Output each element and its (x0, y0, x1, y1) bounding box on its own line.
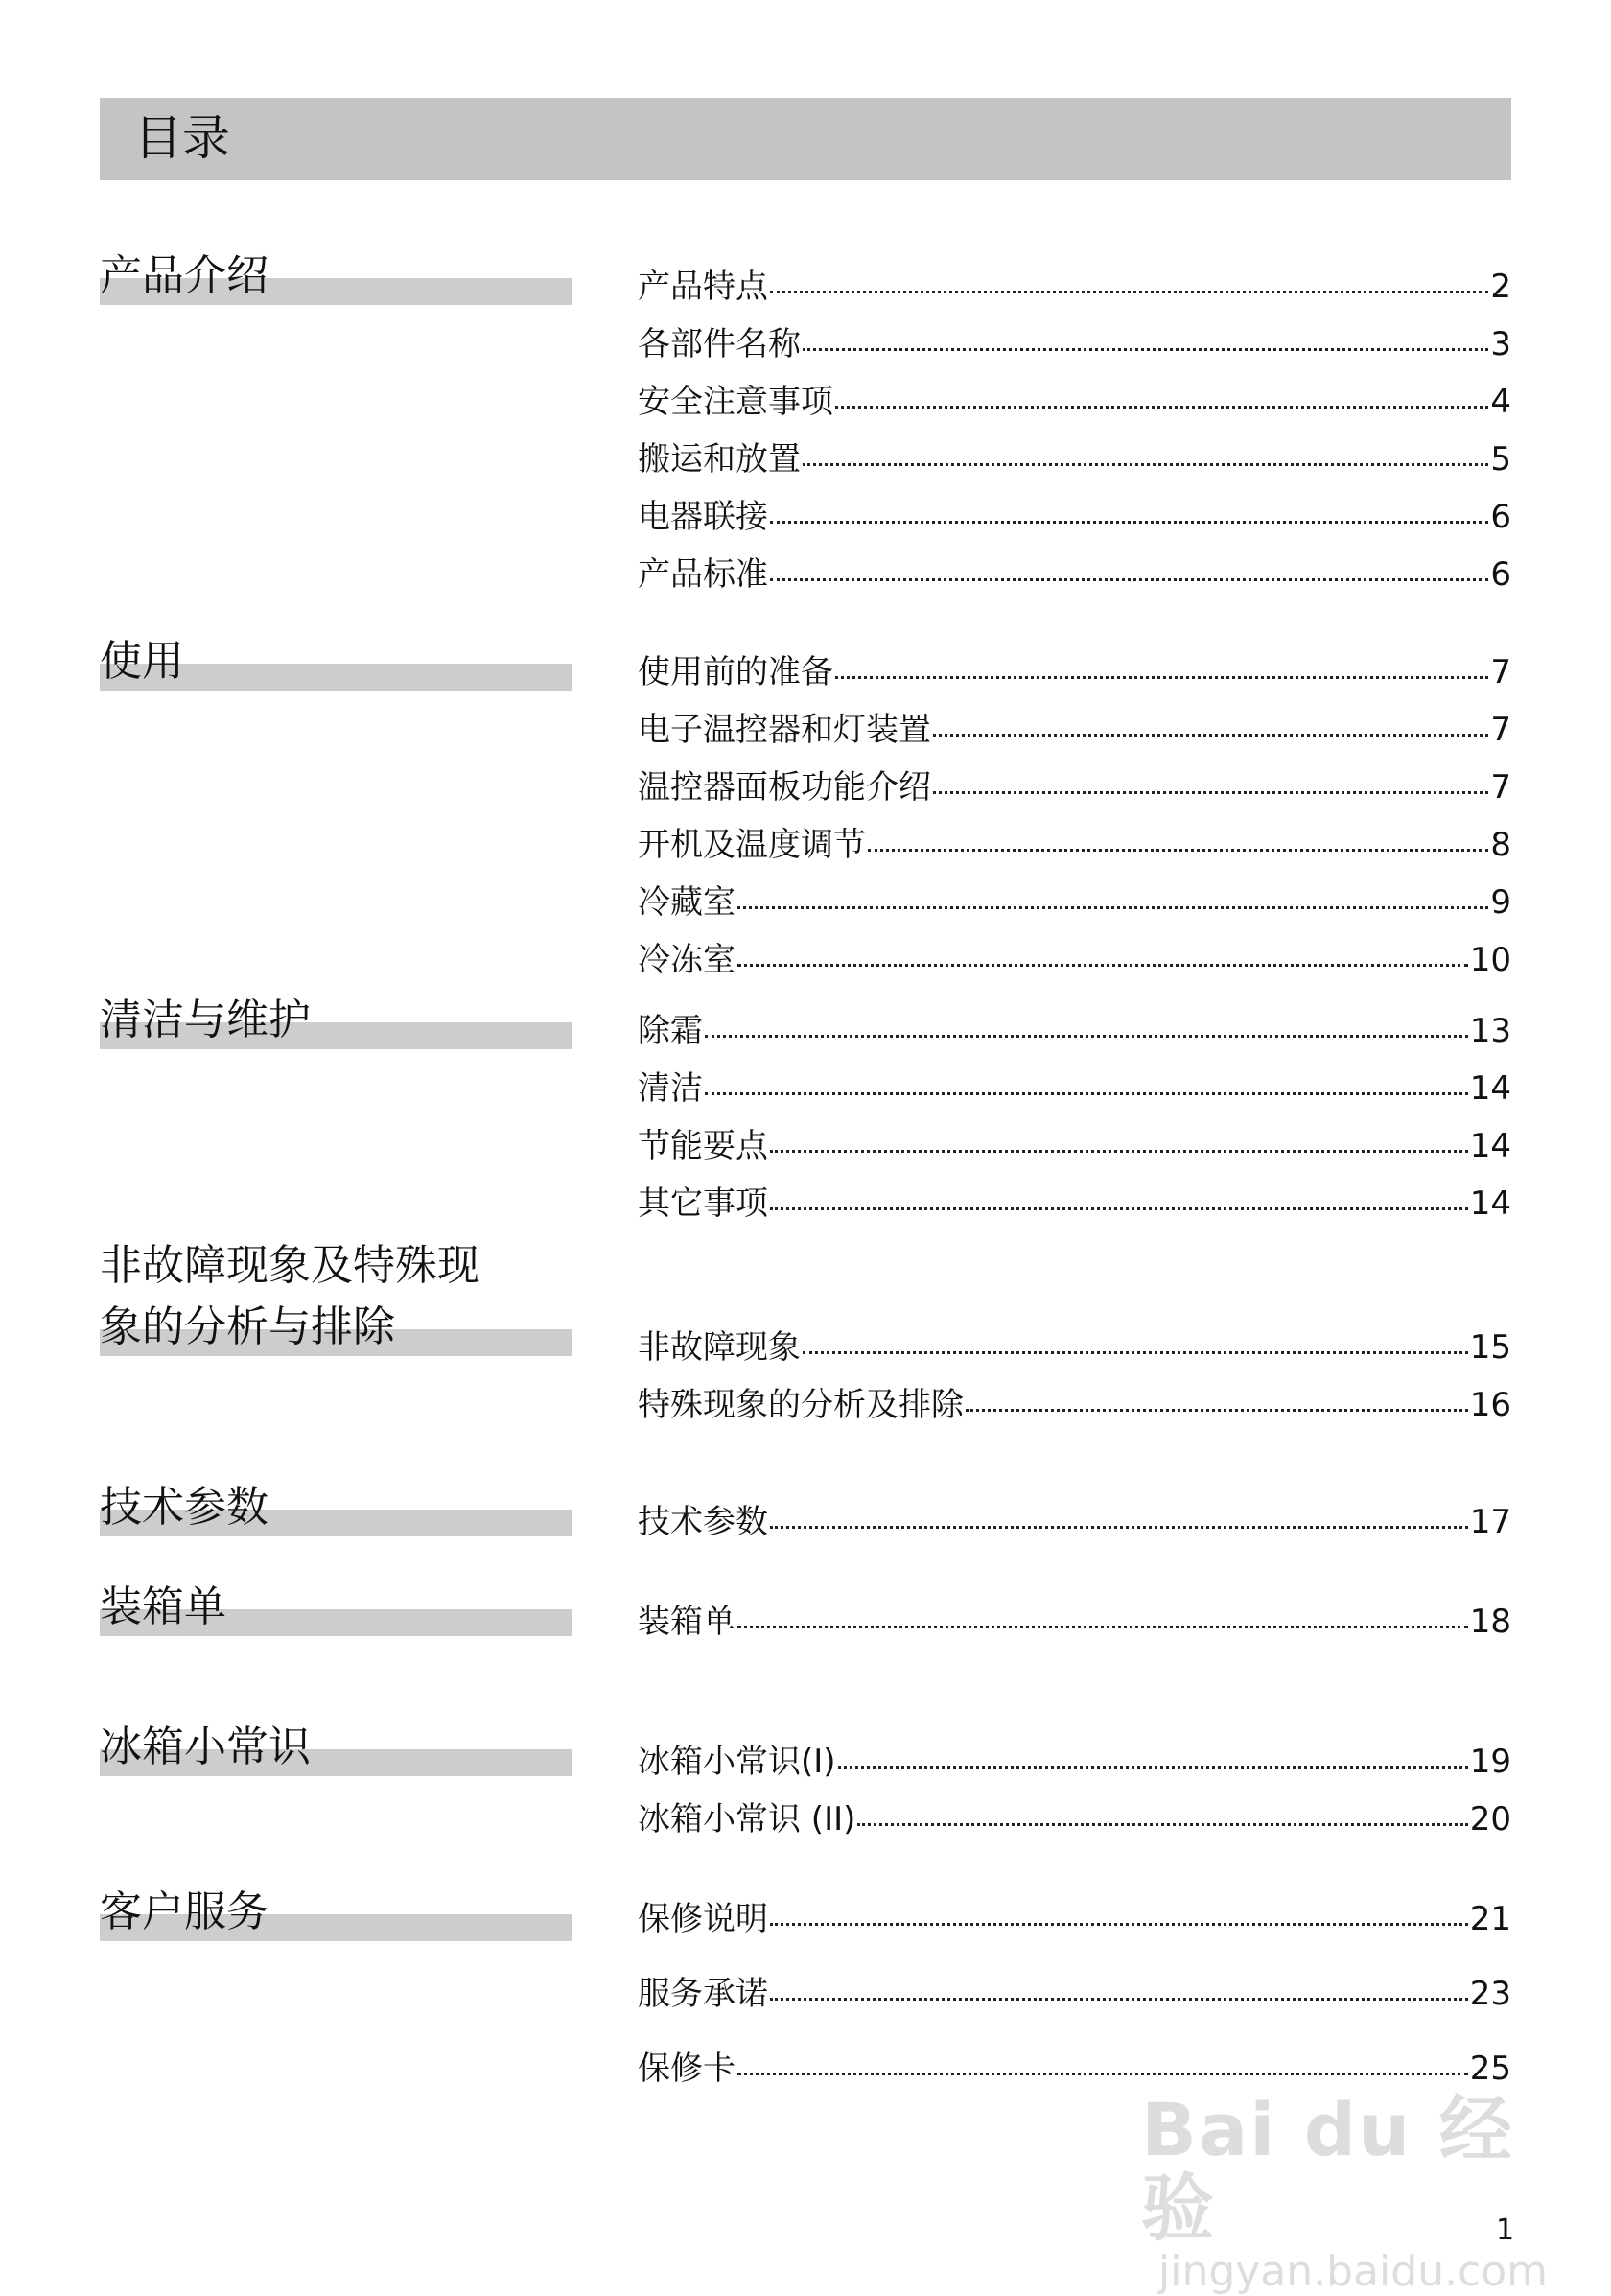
dot-leader (857, 1823, 1467, 1826)
entry-label: 各部件名称 (638, 325, 801, 363)
entry-label: 服务承诺 (638, 1975, 768, 2013)
section-heading-troubleshooting (100, 1235, 572, 1358)
entry-page: 14 (1469, 1184, 1511, 1223)
toc-entry[interactable] (638, 265, 1511, 309)
entry-page: 7 (1490, 653, 1511, 691)
toc-entry[interactable] (638, 823, 1511, 867)
section-heading-text: 使用 (100, 637, 184, 686)
toc-entry[interactable] (638, 1797, 1511, 1841)
dot-leader (770, 1526, 1468, 1529)
dot-leader (770, 578, 1488, 581)
entry-page: 15 (1469, 1328, 1511, 1367)
entry-page: 8 (1490, 826, 1511, 864)
toc-entry[interactable] (638, 1124, 1511, 1168)
entry-page: 25 (1469, 2050, 1511, 2088)
dot-leader (933, 734, 1488, 737)
entry-page: 16 (1469, 1386, 1511, 1424)
entry-page: 17 (1469, 1503, 1511, 1541)
dot-leader (737, 1626, 1468, 1628)
toc-entry[interactable] (638, 2047, 1511, 2091)
dot-leader (835, 406, 1488, 409)
entry-label: 冷冻室 (638, 941, 735, 979)
watermark-logo: Bai du 经验 (1141, 2087, 1514, 2251)
entry-label: 清洁 (638, 1069, 703, 1108)
toc-entry[interactable] (638, 1740, 1511, 1784)
section-heading-line-2: 象的分析与排除 (100, 1302, 395, 1351)
toc-entry[interactable] (638, 1897, 1511, 1941)
toc-entry[interactable] (638, 765, 1511, 809)
entry-label: 使用前的准备 (638, 653, 833, 691)
entry-page: 19 (1469, 1743, 1511, 1781)
toc-entry[interactable] (638, 380, 1511, 424)
entry-page: 14 (1469, 1127, 1511, 1165)
entry-page: 21 (1469, 1900, 1511, 1938)
dot-leader (737, 964, 1468, 967)
entry-page: 18 (1469, 1603, 1511, 1641)
section-heading-text: 装箱单 (100, 1582, 226, 1631)
entry-page: 23 (1469, 1975, 1511, 2013)
entry-label: 冷藏室 (638, 883, 735, 922)
entry-page: 9 (1490, 883, 1511, 922)
entry-label: 冰箱小常识 (II) (638, 1800, 856, 1839)
entry-label: 产品标准 (638, 555, 768, 594)
toc-entry[interactable] (638, 1972, 1511, 2016)
dot-leader (803, 463, 1488, 466)
page-title: 目录 (134, 110, 230, 166)
dot-leader (770, 1150, 1468, 1153)
entry-page: 6 (1490, 498, 1511, 536)
section-heading-cleaning (100, 990, 572, 1051)
toc-entry[interactable] (638, 1009, 1511, 1053)
entry-label: 开机及温度调节 (638, 826, 866, 864)
page-number: 1 (1496, 2214, 1515, 2247)
watermark (1141, 2087, 1549, 2296)
section-heading-fridge-tips (100, 1717, 572, 1778)
toc-entry[interactable] (638, 1500, 1511, 1544)
entry-label: 装箱单 (638, 1603, 735, 1641)
entry-label: 产品特点 (638, 268, 768, 306)
toc-entry[interactable] (638, 880, 1511, 925)
entry-label: 保修卡 (638, 2050, 735, 2088)
dot-leader (705, 1092, 1468, 1095)
entry-page: 3 (1490, 325, 1511, 363)
dot-leader (803, 1351, 1468, 1354)
dot-leader (933, 791, 1488, 794)
entry-page: 20 (1469, 1800, 1511, 1839)
toc-entry[interactable] (638, 437, 1511, 481)
toc-entry[interactable] (638, 708, 1511, 752)
entry-label: 电器联接 (638, 498, 768, 536)
toc-entry[interactable] (638, 1182, 1511, 1226)
section-heading-packing-list (100, 1577, 572, 1638)
toc-entry[interactable] (638, 1066, 1511, 1111)
dot-leader (868, 849, 1488, 852)
dot-leader (803, 348, 1488, 351)
entry-page: 13 (1469, 1012, 1511, 1050)
entry-label: 搬运和放置 (638, 440, 801, 479)
entry-label: 温控器面板功能介绍 (638, 768, 931, 807)
entry-label: 节能要点 (638, 1127, 768, 1165)
section-heading-product-intro (100, 246, 572, 307)
toc-entry[interactable] (638, 1325, 1511, 1370)
entry-page: 2 (1490, 268, 1511, 306)
section-heading-usage (100, 631, 572, 692)
dot-leader (770, 1923, 1468, 1926)
entry-page: 4 (1490, 383, 1511, 421)
section-heading-text: 清洁与维护 (100, 996, 311, 1044)
dot-leader (770, 1998, 1468, 2001)
dot-leader (770, 291, 1488, 293)
entry-label: 安全注意事项 (638, 383, 833, 421)
title-bar (100, 98, 1511, 180)
entry-page: 6 (1490, 555, 1511, 594)
entry-label: 技术参数 (638, 1503, 768, 1541)
entry-label: 冰箱小常识(I) (638, 1743, 836, 1781)
toc-entry[interactable] (638, 938, 1511, 982)
dot-leader (838, 1766, 1468, 1769)
toc-entry[interactable] (638, 322, 1511, 366)
section-heading-line-1: 非故障现象及特殊现 (100, 1241, 479, 1290)
entry-page: 7 (1490, 711, 1511, 749)
dot-leader (737, 2073, 1468, 2075)
entry-label: 电子温控器和灯装置 (638, 711, 931, 749)
entry-page: 10 (1469, 941, 1511, 979)
toc-entry[interactable] (638, 1383, 1511, 1427)
entry-label: 特殊现象的分析及排除 (638, 1386, 964, 1424)
section-heading-text: 客户服务 (100, 1887, 268, 1936)
watermark-url: jingyan.baidu.com (1158, 2247, 1549, 2296)
section-heading-customer-service (100, 1882, 572, 1943)
entry-page: 14 (1469, 1069, 1511, 1108)
entry-label: 保修说明 (638, 1900, 768, 1938)
section-heading-specs (100, 1477, 572, 1538)
entry-page: 5 (1490, 440, 1511, 479)
entry-label: 除霜 (638, 1012, 703, 1050)
dot-leader (705, 1035, 1468, 1038)
section-heading-text: 冰箱小常识 (100, 1722, 311, 1771)
entry-label: 非故障现象 (638, 1328, 801, 1367)
entry-page: 7 (1490, 768, 1511, 807)
dot-leader (770, 521, 1488, 524)
toc-entry[interactable] (638, 552, 1511, 597)
toc-entry[interactable] (638, 650, 1511, 694)
toc-entry[interactable] (638, 1600, 1511, 1644)
section-heading-text: 技术参数 (100, 1483, 268, 1532)
dot-leader (737, 906, 1488, 909)
dot-leader (966, 1409, 1468, 1412)
section-heading-text: 产品介绍 (100, 251, 268, 300)
dot-leader (835, 676, 1488, 679)
dot-leader (770, 1207, 1468, 1210)
entry-label: 其它事项 (638, 1184, 768, 1223)
toc-entry[interactable] (638, 495, 1511, 539)
